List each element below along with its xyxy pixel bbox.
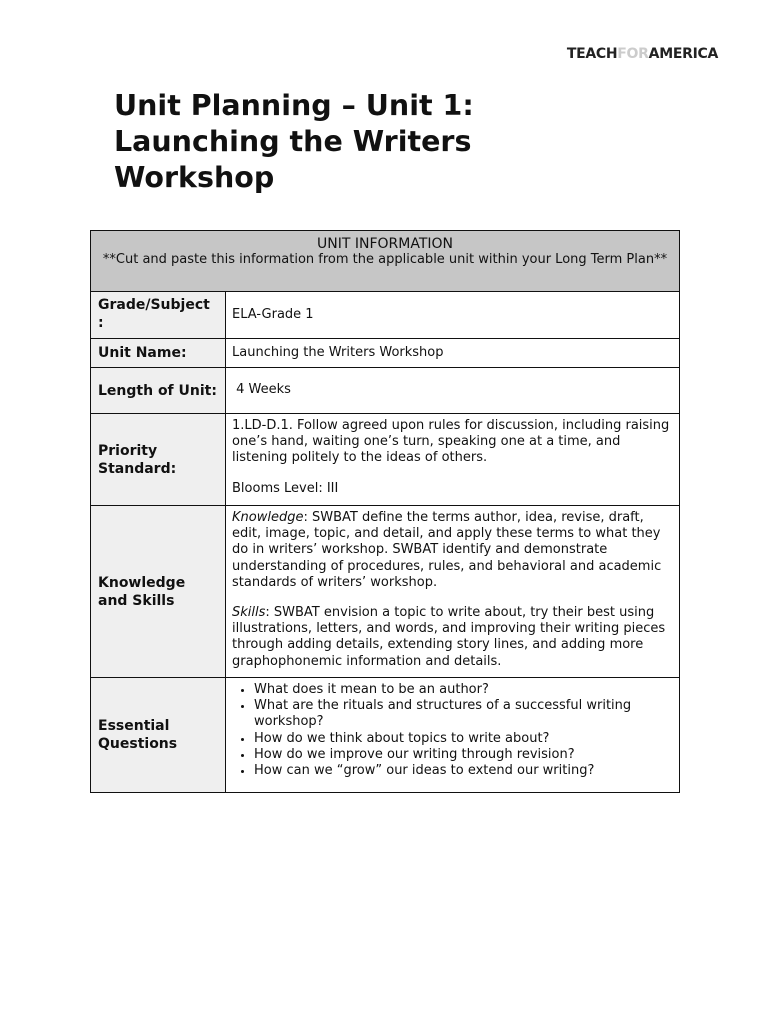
skills-text: : SWBAT envision a topic to write about, try their best using illustrations, letters, and words, and improving their writing pieces through adding details, extending story lines, and adding more graphophonemic information and details. [232,605,666,669]
table-row-grade [91,292,680,339]
essential-questions-value [226,678,680,793]
table-row-essential-questions [91,678,680,793]
header-instruction: **Cut and paste this information from the applicable unit within your Long Term Plan** [102,252,668,268]
logo-part-for: FOR [617,46,649,62]
list-item: • How do we think about topics to write about? [254,731,673,747]
skills-heading: Skills [232,605,266,621]
list-item: • What does it mean to be an author? [254,682,673,698]
list-item: • How can we “grow” our ideas to extend our writing? [254,763,673,779]
knowledge-skills-value [226,506,680,678]
knowledge-text: : SWBAT define the terms author, idea, revise, draft, edit, image, topic, and detail, and apply these terms to what they do in writers’ workshop. SWBAT identify and demonstrate understanding of procedures, rules, and behavioral and academic standards of writers’ workshop. [232,510,662,590]
list-item: • How do we improve our writing through revision? [254,747,673,763]
title-line-2: Launching the Writers [114,125,472,158]
skills-paragraph [232,605,673,670]
priority-standard-label: Priority Standard: [91,414,226,506]
knowledge-paragraph [232,510,673,591]
table-row-knowledge-skills [91,506,680,678]
knowledge-heading: Knowledge [232,510,304,525]
logo-part-america: AMERICA [648,46,718,62]
essential-questions-label: Essential Questions [91,678,226,793]
header-title: UNIT INFORMATION [317,236,453,252]
title-line-1: Unit Planning – Unit 1: [114,89,474,122]
header-row [91,231,680,292]
length-label: Length of Unit: [91,368,226,414]
title-line-3: Workshop [114,161,275,194]
header-cell [91,231,680,292]
essential-questions-list [232,682,673,779]
grade-label: Grade/Subject : [91,292,226,339]
blooms-level: Blooms Level: III [232,480,339,496]
table-row-unit-name [91,339,680,368]
table-row-priority-standard [91,414,680,506]
list-item: • What are the rituals and structures of a successful writing workshop? [254,698,673,730]
priority-standard-text: 1.LD-D.1. Follow agreed upon rules for discussion, including raising one’s hand, waiting one’s turn, speaking one at a time, and listening politely to the ideas of others. [232,418,670,466]
table-row-length [91,368,680,414]
teach-for-america-logo [567,46,718,62]
page-title [114,88,634,196]
knowledge-skills-label: Knowledge and Skills [91,506,226,678]
grade-value: ELA-Grade 1 [226,292,680,339]
length-value: 4 Weeks [226,368,680,414]
unit-name-label: Unit Name: [91,339,226,368]
unit-name-value: Launching the Writers Workshop [226,339,680,368]
unit-information-table [90,230,680,793]
logo-part-teach: TEACH [566,46,618,62]
priority-standard-value [226,414,680,506]
